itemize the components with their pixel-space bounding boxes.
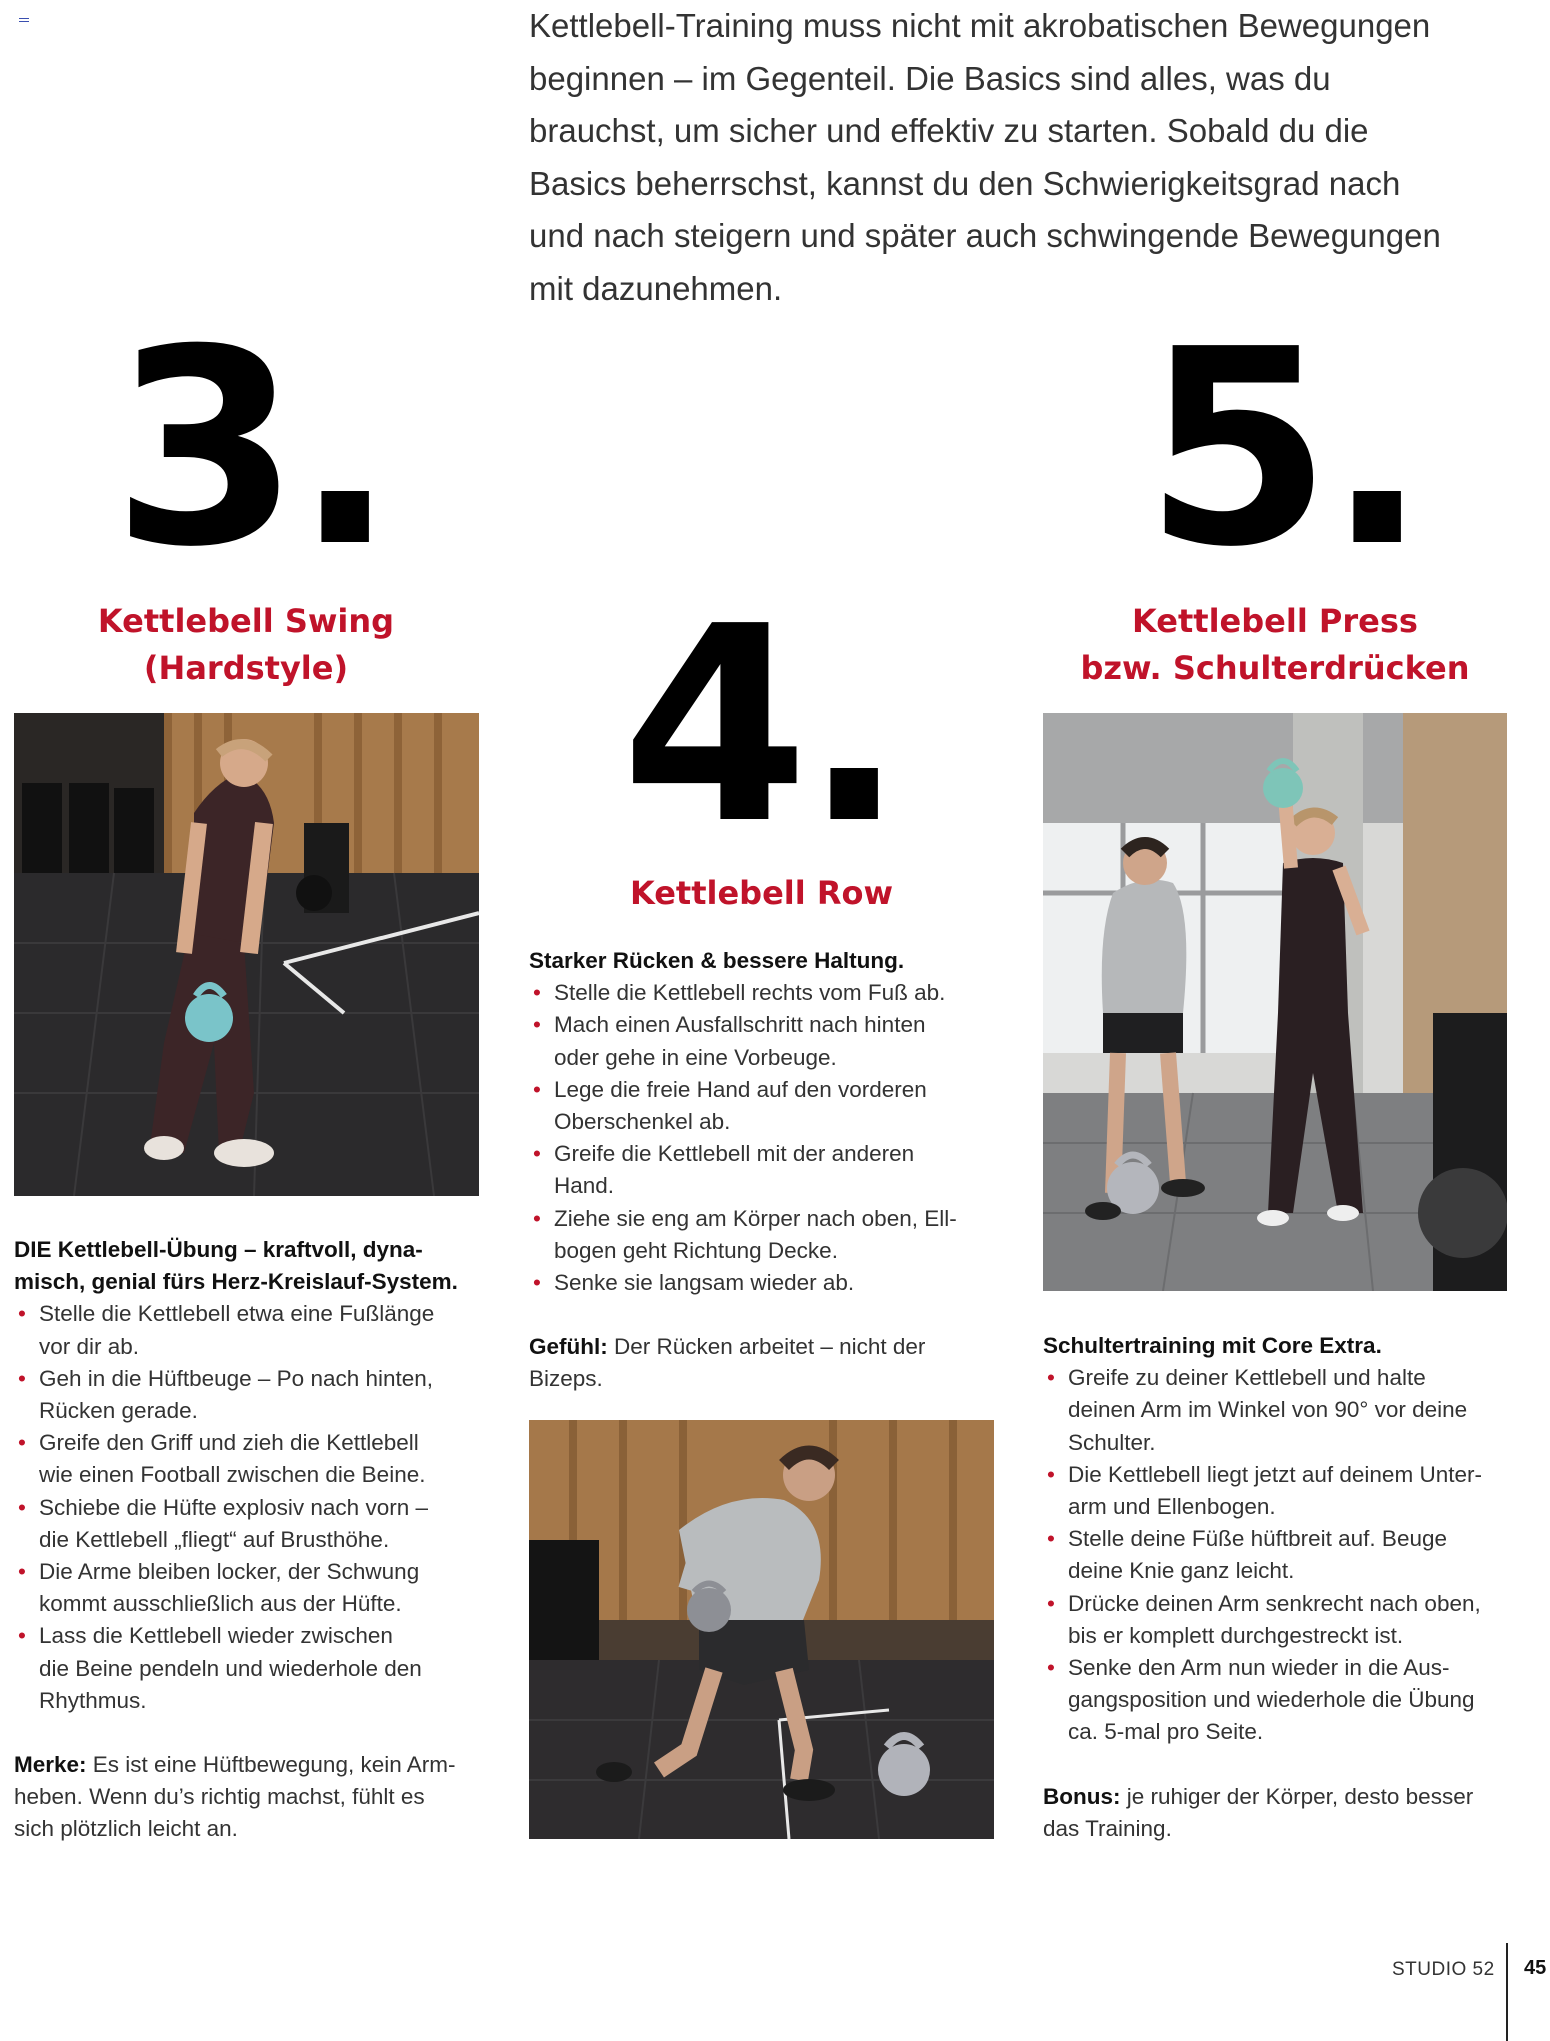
list-item: [14, 1492, 480, 1556]
note-line: Bizeps.: [529, 1366, 603, 1392]
exercise-text-row: [529, 945, 995, 1396]
step-line: • Die Kettlebell liegt jetzt auf deinem Unter-: [1068, 1461, 1482, 1487]
exercise-text-swing: [14, 1234, 480, 1846]
note-line: Der Rücken arbeitet – nicht der: [607, 1334, 926, 1360]
step-line: bogen geht Richtung Decke.: [554, 1237, 838, 1263]
woman-kettlebell-swing-photo: [14, 713, 479, 1196]
title-line: Kettlebell Swing: [97, 602, 395, 640]
intro-line: mit dazunehmen.: [529, 269, 783, 307]
step-line: • Ziehe sie eng am Körper nach oben, Ell-: [554, 1205, 957, 1231]
lead-line: DIE Kettlebell-Übung – kraftvoll, dyna-: [14, 1237, 423, 1262]
bonus-note: [1043, 1781, 1533, 1845]
lead-line: misch, genial fürs Herz-Kreislauf-System.: [14, 1269, 458, 1295]
title-line: Kettlebell Row: [629, 874, 894, 912]
lead-text: [14, 1234, 480, 1298]
step-line: gangsposition und wiederhole die Übung: [1068, 1687, 1475, 1713]
step-line: die Kettlebell „fliegt“ auf Brusthöhe.: [39, 1526, 390, 1552]
intro-line: und nach steigern und später auch schwingende Bewegungen: [529, 217, 1441, 254]
step-line: Rhythmus.: [39, 1687, 147, 1713]
note-label: Gefühl:: [529, 1334, 608, 1360]
step-line: • Greife die Kettlebell mit der anderen: [554, 1141, 915, 1167]
step-line: • Stelle deine Füße hüftbreit auf. Beuge: [1068, 1526, 1447, 1552]
list-item: [1043, 1523, 1533, 1587]
intro-line: brauchst, um sicher und effektiv zu starten. Sobald du die: [529, 112, 1369, 149]
note-label: Merke:: [14, 1752, 87, 1778]
list-item: [1043, 1652, 1533, 1749]
note-line: sich plötzlich leicht an.: [14, 1816, 238, 1842]
exercise-title-press: [1032, 598, 1518, 692]
tip-note: [14, 1749, 480, 1846]
lead-line: Starker Rücken & bessere Haltung.: [529, 948, 905, 973]
list-item: [1043, 1588, 1533, 1652]
footer-divider: [1506, 1943, 1508, 2041]
step-line: • Lass die Kettlebell wieder zwischen: [39, 1623, 393, 1649]
title-line: (Hardstyle): [143, 649, 349, 687]
intro-line: Basics beherrschst, kannst du den Schwierigkeitsgrad nach: [529, 164, 1401, 202]
list-item: [529, 1203, 995, 1267]
step-line: • Schiebe die Hüfte explosiv nach vorn –: [39, 1494, 428, 1520]
kettlebell-press-photo: [1043, 713, 1507, 1291]
list-item: [14, 1427, 480, 1491]
note-line: das Training.: [1043, 1815, 1172, 1841]
exercise-text-press: [1043, 1330, 1533, 1845]
step-line: bis er komplett durchgestreckt ist.: [1068, 1622, 1404, 1648]
feeling-note: [529, 1331, 995, 1395]
list-item: [14, 1556, 480, 1620]
list-item: [14, 1363, 480, 1427]
step-line: • Stelle die Kettlebell etwa eine Fußlänge: [39, 1301, 435, 1327]
step-line: • Senke sie langsam wieder ab.: [554, 1270, 855, 1296]
list-item: [1043, 1459, 1533, 1523]
page-number: 45: [1524, 1957, 1547, 1979]
step-line: • Geh in die Hüftbeuge – Po nach hinten,: [39, 1365, 434, 1391]
lead-text: [1043, 1330, 1533, 1362]
step-line: • Greife den Griff und zieh die Kettlebell: [39, 1430, 419, 1456]
step-line: wie einen Football zwischen die Beine.: [39, 1462, 426, 1488]
man-kettlebell-row-photo: [529, 1420, 994, 1839]
note-line: heben. Wenn du’s richtig machst, fühlt es: [14, 1784, 425, 1810]
step-line: Rücken gerade.: [39, 1398, 198, 1424]
menu-mark-icon: [19, 18, 29, 24]
step-line: • Greife zu deiner Kettlebell und halte: [1068, 1365, 1426, 1391]
step-line: • Lege die freie Hand auf den vorderen: [554, 1076, 927, 1102]
note-line: Es ist eine Hüftbewegung, kein Arm-: [86, 1752, 456, 1778]
title-line: bzw. Schulterdrücken: [1080, 649, 1470, 687]
step-line: • Die Arme bleiben locker, der Schwung: [39, 1559, 420, 1585]
intro-paragraph: [529, 0, 1529, 315]
list-item: [529, 1267, 995, 1299]
list-item: [14, 1620, 480, 1717]
step-line: vor dir ab.: [39, 1333, 140, 1359]
exercise-title-row: [529, 870, 994, 917]
step-line: • Senke den Arm nun wieder in die Aus-: [1068, 1655, 1450, 1681]
list-item: [529, 1009, 995, 1073]
step-line: oder gehe in eine Vorbeuge.: [554, 1044, 837, 1070]
step-line: • Drücke deinen Arm senkrecht nach oben,: [1068, 1590, 1481, 1616]
step-line: kommt ausschließlich aus der Hüfte.: [39, 1591, 402, 1617]
step-line: arm und Ellenbogen.: [1068, 1494, 1276, 1520]
intro-line: beginnen – im Gegenteil. Die Basics sind alles, was du: [529, 59, 1331, 97]
note-label: Bonus:: [1043, 1783, 1121, 1809]
list-item: [529, 977, 995, 1009]
magazine-name: STUDIO 52: [1392, 1959, 1495, 1980]
note-line: je ruhiger der Körper, desto besser: [1120, 1783, 1474, 1809]
steps-list: [529, 977, 995, 1299]
list-item: [14, 1298, 480, 1362]
list-item: [1043, 1362, 1533, 1459]
lead-line: Schultertraining mit Core Extra.: [1043, 1333, 1382, 1358]
list-item: [529, 1138, 995, 1202]
steps-list: [1043, 1362, 1533, 1748]
step-line: Hand.: [554, 1173, 615, 1199]
list-item: [529, 1074, 995, 1138]
exercise-title-swing: [14, 598, 478, 692]
step-line: deine Knie ganz leicht.: [1068, 1558, 1295, 1584]
step-line: • Stelle die Kettlebell rechts vom Fuß ab.: [554, 980, 946, 1006]
exercise-number-5: 5.: [1144, 291, 1423, 606]
title-line: Kettlebell Press: [1132, 602, 1418, 640]
step-line: deinen Arm im Winkel von 90° vor deine: [1068, 1397, 1468, 1423]
exercise-number-3: 3.: [112, 291, 391, 606]
step-line: • Mach einen Ausfallschritt nach hinten: [554, 1012, 926, 1038]
step-line: ca. 5-mal pro Seite.: [1068, 1719, 1264, 1745]
step-line: Schulter.: [1068, 1429, 1156, 1455]
exercise-number-4: 4.: [621, 568, 900, 883]
steps-list: [14, 1298, 480, 1717]
step-line: Oberschenkel ab.: [554, 1109, 731, 1135]
intro-line: Kettlebell-Training muss nicht mit akrobatischen Bewegungen: [529, 7, 1431, 44]
lead-text: [529, 945, 995, 977]
step-line: die Beine pendeln und wiederhole den: [39, 1655, 422, 1681]
